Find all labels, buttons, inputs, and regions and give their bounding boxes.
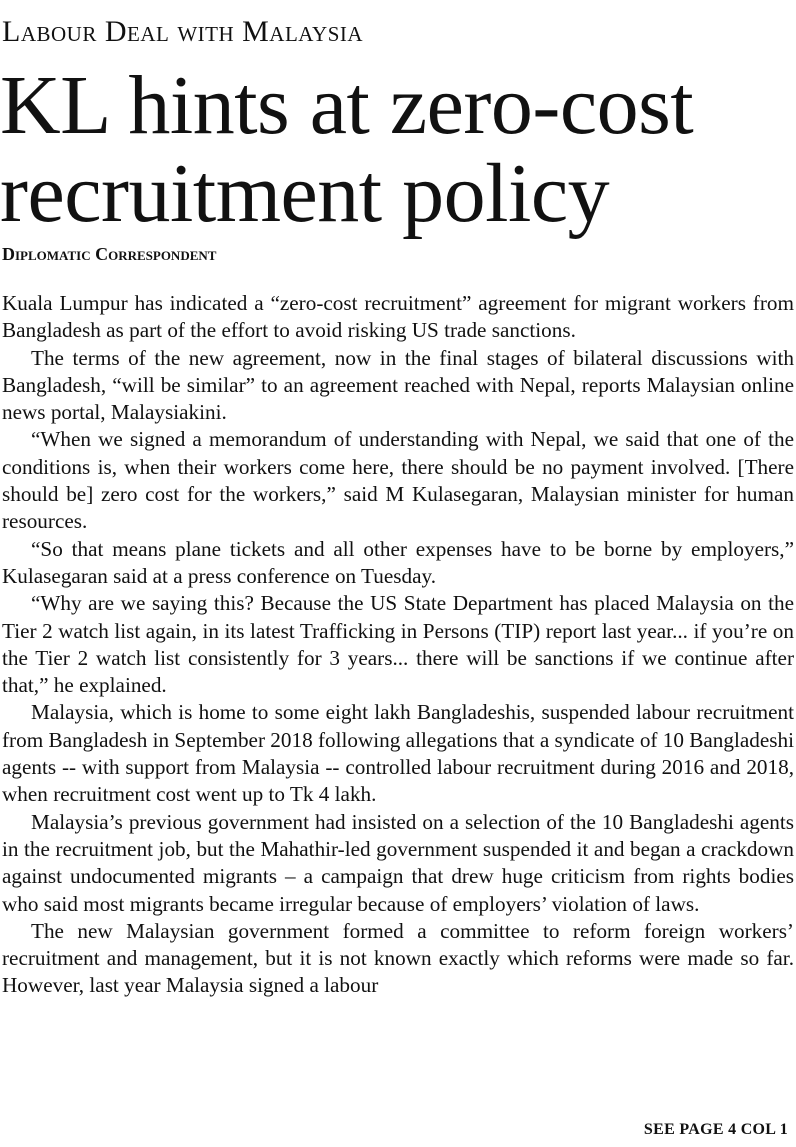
continued-jump-line: SEE PAGE 4 COL 1 xyxy=(643,1121,788,1138)
kicker: Labour Deal with Malaysia xyxy=(2,15,364,48)
paragraph: “So that means plane tickets and all other expenses have to be borne by employers,” Kulasegaran said at a press conference on Tuesday. xyxy=(2,536,794,588)
article-body xyxy=(2,290,794,1000)
paragraph: “When we signed a memorandum of understanding with Nepal, we said that one of the conditions is, when their workers come here, there should be no payment involved. [There should be] zero cost for the workers,” said M Kulasegaran, Malaysian minister for human resources. xyxy=(2,427,794,534)
headline: KL hints at zero-cost recruitment policy xyxy=(0,59,694,240)
paragraph: “Why are we saying this? Because the US State Department has placed Malaysia on the Tier 2 watch list again, in its latest Trafficking in Persons (TIP) report last year... if you’re on the Tier 2 watch list consistently for 3 years... there will be sanctions if we continue after that,” he explained. xyxy=(2,591,794,698)
paragraph: The new Malaysian government formed a committee to reform foreign workers’ recruitment and management, but it is not known exactly which reforms were made so far. However, last year Malaysia signed a labour xyxy=(2,918,794,998)
paragraph: The terms of the new agreement, now in the final stages of bilateral discussions with Bangladesh, “will be similar” to an agreement reached with Nepal, reports Malaysian online news portal, Malaysiakini. xyxy=(2,345,794,425)
paragraph: Malaysia, which is home to some eight lakh Bangladeshis, suspended labour recruitment from Bangladesh in September 2018 following allegations that a syndicate of 10 Bangladeshi agents -- with support from Malaysia -- controlled labour recruitment during 2016 and 2018, when recruitment cost went up to Tk 4 lakh. xyxy=(2,700,794,807)
byline: Diplomatic Correspondent xyxy=(2,244,217,264)
paragraph: Kuala Lumpur has indicated a “zero-cost recruitment” agreement for migrant workers from Bangladesh as part of the effort to avoid risking US trade sanctions. xyxy=(2,291,794,343)
paragraph: Malaysia’s previous government had insisted on a selection of the 10 Bangladeshi agents in the recruitment job, but the Mahathir-led government suspended it and began a crackdown against undocumented migrants – a campaign that drew huge criticism from rights bodies who said most migrants became irregular because of employers’ violation of laws. xyxy=(2,809,794,916)
